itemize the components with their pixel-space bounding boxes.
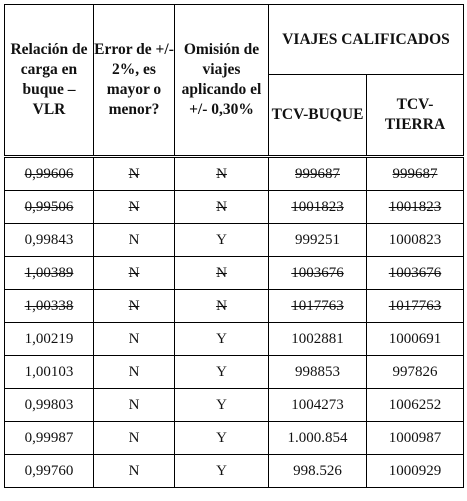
cell-tcv-buque [269,257,367,290]
table-row [5,157,464,191]
table-row [5,224,464,257]
cell-tcv-buque-text: 1004273 [291,396,344,413]
cell-error [94,257,175,290]
cell-error-text: N [128,330,140,347]
cell-tcv-buque [269,422,367,455]
cell-error [94,389,175,422]
cell-vlr [5,191,94,224]
header-error: Error de +/- 2%, es mayor o menor? [94,5,175,157]
cell-omision [175,356,269,389]
cell-omision [175,257,269,290]
cell-tcv-tierra [367,157,464,191]
cell-vlr-text: 0,99803 [24,396,74,413]
cell-omision-text: Y [216,231,227,248]
cell-tcv-buque-text: 1002881 [291,330,344,347]
header-relacion-carga: Relación de carga en buque – VLR [5,5,94,157]
table-row [5,191,464,224]
cell-tcv-tierra [367,455,464,488]
cell-tcv-buque-text: 998853 [295,363,340,380]
cell-error-text: N [128,231,140,248]
cell-vlr [5,455,94,488]
cell-tcv-tierra [367,422,464,455]
cell-tcv-tierra-text: 997826 [392,363,438,380]
cell-omision [175,422,269,455]
cell-omision-text: Y [216,363,227,380]
cell-tcv-tierra-text: 1001823 [388,198,442,215]
cell-tcv-tierra [367,356,464,389]
cell-vlr [5,356,94,389]
cell-vlr-text: 0,99760 [24,462,74,479]
cell-omision-text: N [216,165,227,182]
cell-tcv-buque-text: 998.526 [293,462,342,479]
header-viajes-calificados: VIAJES CALIFICADOS [269,5,464,75]
cell-tcv-buque [269,389,367,422]
cell-tcv-buque [269,356,367,389]
cell-vlr-text: 1,00219 [24,330,74,347]
cell-vlr-text: 0,99506 [24,198,74,215]
cell-tcv-tierra-text: 1000823 [388,231,442,248]
cell-omision [175,224,269,257]
cell-tcv-buque [269,290,367,323]
cell-error [94,290,175,323]
cell-vlr-text: 0,99843 [24,231,74,248]
cell-vlr-text: 1,00389 [24,264,74,281]
cell-error-text: N [128,264,140,281]
table-row [5,257,464,290]
cell-vlr [5,323,94,356]
cell-omision-text: Y [216,462,227,479]
cell-tcv-buque-text: 999687 [295,165,340,182]
header-tcv-tierra: TCV-TIERRA [367,75,464,157]
cell-error [94,455,175,488]
cell-vlr [5,224,94,257]
cell-error [94,157,175,191]
cell-omision-text: N [216,297,227,314]
cell-omision [175,455,269,488]
cell-vlr [5,290,94,323]
cell-tcv-buque-text: 1001823 [291,198,344,215]
cell-tcv-tierra-text: 1003676 [388,264,442,281]
cell-tcv-buque-text: 999251 [295,231,340,248]
cell-vlr-text: 0,99987 [24,429,74,446]
cell-tcv-tierra-text: 1006252 [388,396,442,413]
cell-error [94,323,175,356]
cell-tcv-tierra-text: 1017763 [388,297,442,314]
cell-vlr-text: 1,00338 [24,297,74,314]
cell-error-text: N [128,198,140,215]
cell-omision [175,389,269,422]
cell-omision-text: N [216,264,227,281]
cell-vlr [5,422,94,455]
table-row [5,290,464,323]
cell-error-text: N [128,165,140,182]
header-omision: Omisión de viajes aplicando el +/- 0,30% [175,5,269,157]
cell-error-text: N [128,396,140,413]
table-row [5,389,464,422]
cell-vlr [5,257,94,290]
viajes-table [4,4,464,488]
cell-vlr-text: 0,99606 [24,165,74,182]
cell-error-text: N [128,462,140,479]
cell-tcv-buque [269,224,367,257]
cell-error [94,191,175,224]
cell-vlr [5,389,94,422]
cell-omision [175,191,269,224]
cell-tcv-buque-text: 1.000.854 [287,429,348,446]
cell-tcv-tierra [367,191,464,224]
cell-omision-text: Y [216,396,227,413]
cell-omision-text: Y [216,429,227,446]
cell-tcv-tierra [367,257,464,290]
table-body [5,157,464,488]
cell-error [94,356,175,389]
cell-tcv-buque-text: 1003676 [291,264,344,281]
table-row [5,356,464,389]
table-row [5,323,464,356]
cell-tcv-buque [269,157,367,191]
cell-omision [175,323,269,356]
cell-error-text: N [128,297,140,314]
cell-omision-text: N [216,198,227,215]
cell-tcv-tierra [367,224,464,257]
cell-tcv-tierra-text: 1000987 [388,429,442,446]
cell-error-text: N [128,429,140,446]
table-row [5,422,464,455]
cell-vlr-text: 1,00103 [24,363,74,380]
cell-tcv-tierra-text: 1000929 [388,462,442,479]
header-tcv-buque: TCV-BUQUE [269,75,367,157]
cell-tcv-buque [269,191,367,224]
cell-error [94,422,175,455]
cell-tcv-tierra [367,323,464,356]
cell-omision-text: Y [216,330,227,347]
cell-tcv-buque [269,455,367,488]
cell-tcv-tierra-text: 1000691 [388,330,442,347]
cell-omision [175,157,269,191]
cell-tcv-tierra [367,389,464,422]
cell-tcv-tierra [367,290,464,323]
cell-tcv-buque-text: 1017763 [291,297,344,314]
cell-tcv-buque [269,323,367,356]
cell-error-text: N [128,363,140,380]
table-row [5,455,464,488]
cell-omision [175,290,269,323]
cell-tcv-tierra-text: 999687 [392,165,438,182]
cell-error [94,224,175,257]
cell-vlr [5,157,94,191]
